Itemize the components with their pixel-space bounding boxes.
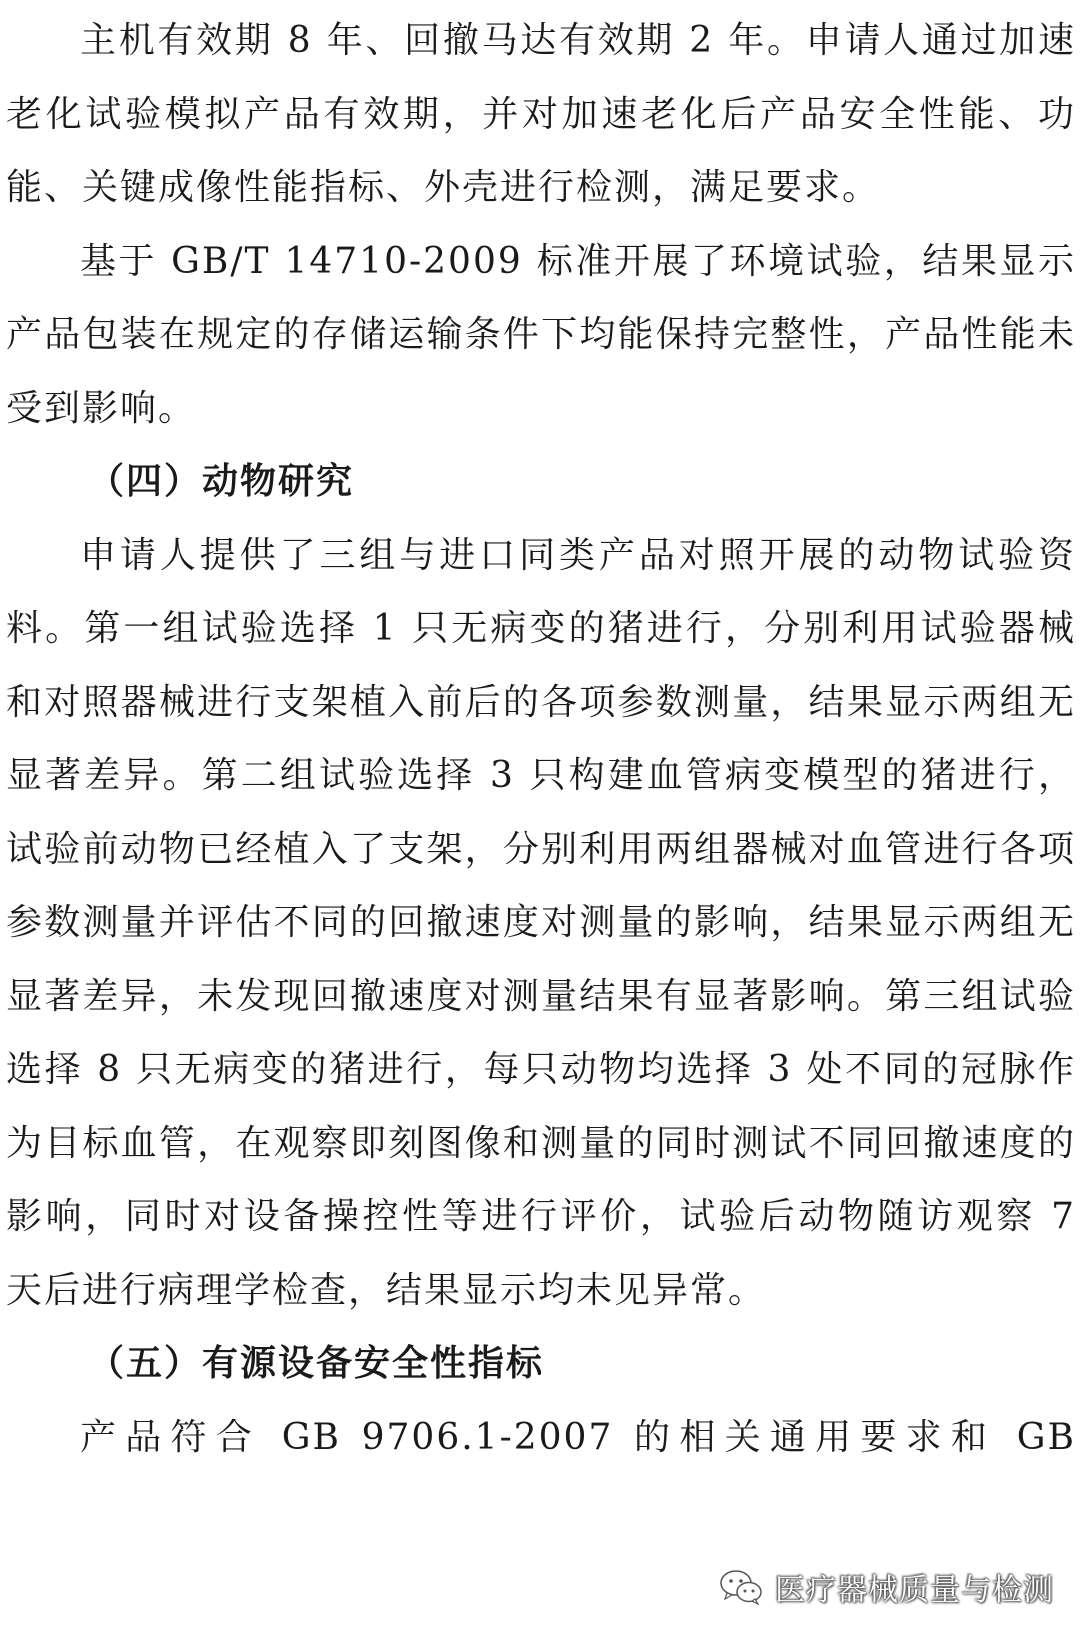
wechat-icon bbox=[719, 1568, 763, 1606]
watermark bbox=[719, 1564, 1054, 1610]
paragraph-validity: 主机有效期 8 年、回撤马达有效期 2 年。申请人通过加速老化试验模拟产品有效期，并对加速老化后产品安全性能、功能、关键成像性能指标、外壳进行检测，满足要求。 bbox=[6, 20, 1076, 208]
section-heading-animal-study: （四）动物研究 bbox=[88, 461, 355, 502]
watermark-text: 医疗器械质量与检测 bbox=[775, 1573, 1054, 1608]
paragraph-standards: 产品符合 GB 9706.1-2007 的相关通用要求和 GB bbox=[80, 1416, 1076, 1458]
paragraph-environment-test: 基于 GB/T 14710-2009 标准开展了环境试验，结果显示产品包装在规定的存储运输条件下均能保持完整性，产品性能未受到影响。 bbox=[6, 240, 1076, 429]
section-heading-active-device-safety: （五）有源设备安全性指标 bbox=[88, 1343, 545, 1384]
paragraph-animal-study: 申请人提供了三组与进口同类产品对照开展的动物试验资料。第一组试验选择 1 只无病变的猪进行，分别利用试验器械和对照器械进行支架植入前后的各项参数测量，结果显示两组无显著差异。第二组试验选择 3 只构建血管病变模型的猪进行，试验前动物已经植入了支架，分别利用两组器械对血管进行各项参数测量并评估不同的回撤速度对测量的影响，结果显示两组无显著差异，未发现回撤速度对测量结果有显著影响。第三组试验选择 8 只无病变的猪进行，每只动物均选择 3 处不同的冠脉作为目标血管，在观察即刻图像和测量的同时测试不同回撤速度的影响，同时对设备操控性等进行评价，试验后动物随访观察 7 天后进行病理学检查，结果显示均未见异常。 bbox=[6, 534, 1076, 1311]
